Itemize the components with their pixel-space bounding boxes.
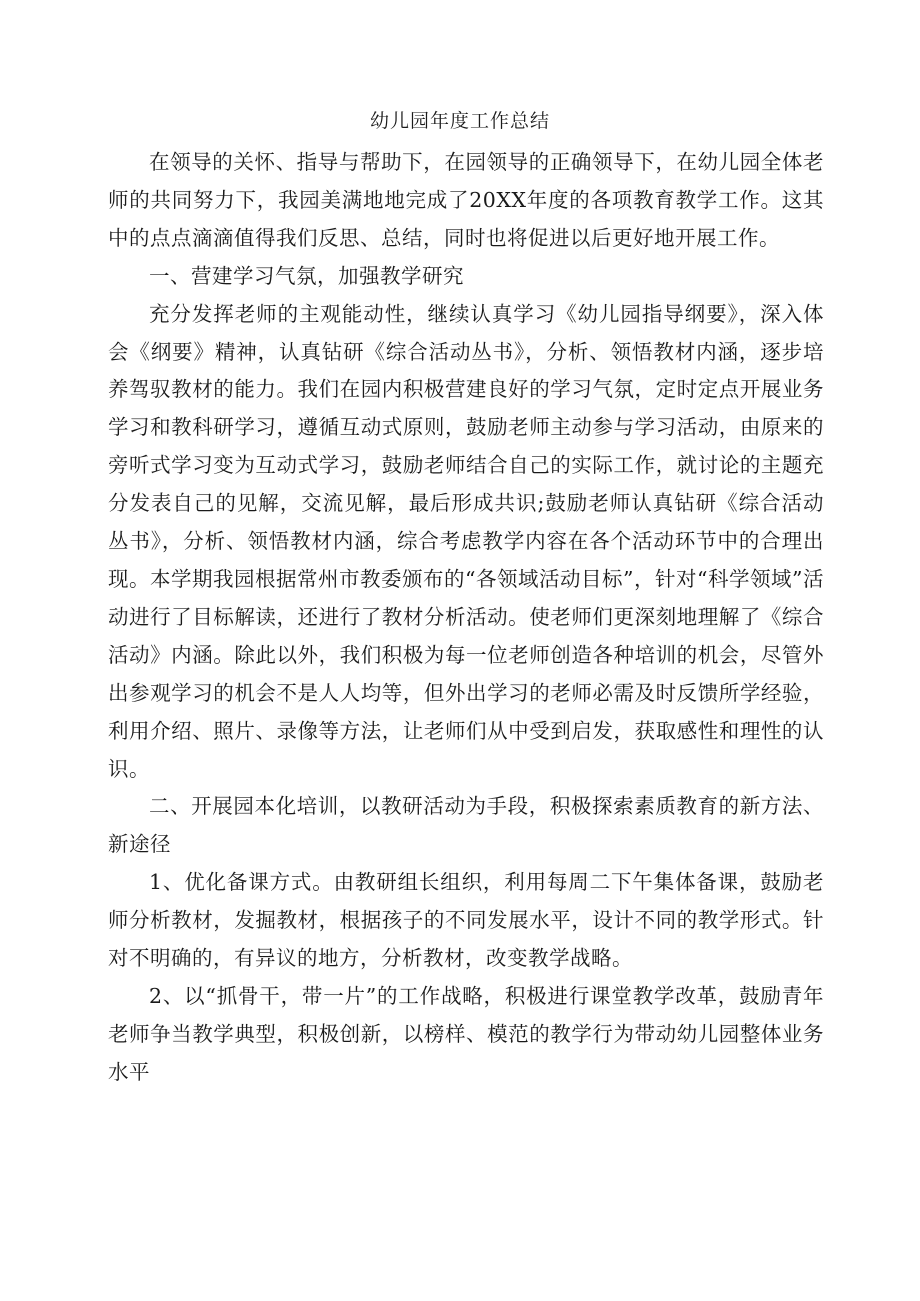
document-title: 幼儿园年度工作总结 [369,110,550,132]
item-1-paragraph: 1、优化备课方式。由教研组长组织，利用每周二下午集体备课，鼓励老师分析教材，发掘教材，根据孩子的不同发展水平，设计不同的教学形式。针对不明确的，有异议的地方，分析教材，改变教学战略。 [108,870,824,971]
section-heading-2: 二、开展园本化培训，以教研活动为手段，积极探索素质教育的新方法、新途径 [108,794,824,857]
document-body [108,144,824,1092]
section-1-paragraph: 充分发挥老师的主观能动性，继续认真学习《幼儿园指导纲要》，深入体会《纲要》精神，认真钻研《综合活动丛书》，分析、领悟教材内涵，逐步培养驾驭教材的能力。我们在园内积极营建良好的学习气氛，定时定点开展业务学习和教科研学习，遵循互动式原则，鼓励老师主动参与学习活动，由原来的旁听式学习变为互动式学习，鼓励老师结合自己的实际工作，就讨论的主题充分发表自己的见解，交流见解，最后形成共识;鼓励老师认真钻研《综合活动丛书》，分析、领悟教材内涵，综合考虑教学内容在各个活动环节中的合理出现。本学期我园根据常州市教委颁布的“各领域活动目标”，针对“科学领域”活动进行了目标解读，还进行了教材分析活动。使老师们更深刻地理解了《综合活动》内涵。除此以外，我们积极为每一位老师创造各种培训的机会，尽管外出参观学习的机会不是人人均等，但外出学习的老师必需及时反馈所学经验，利用介绍、照片、录像等方法，让老师们从中受到启发，获取感性和理性的认识。 [108,301,824,781]
section-heading-1: 一、营建学习气氛，加强教学研究 [149,263,464,288]
item-2-paragraph: 2、以“抓骨干，带一片”的工作战略，积极进行课堂教学改革，鼓励青年老师争当教学典型，积极创新，以榜样、模范的教学行为带动幼儿园整体业务水平 [108,983,824,1084]
intro-paragraph: 在领导的关怀、指导与帮助下，在园领导的正确领导下，在幼儿园全体老师的共同努力下，我园美满地地完成了20XX年度的各项教育教学工作。这其中的点点滴滴值得我们反思、总结，同时也将促进以后更好地开展工作。 [108,150,824,250]
